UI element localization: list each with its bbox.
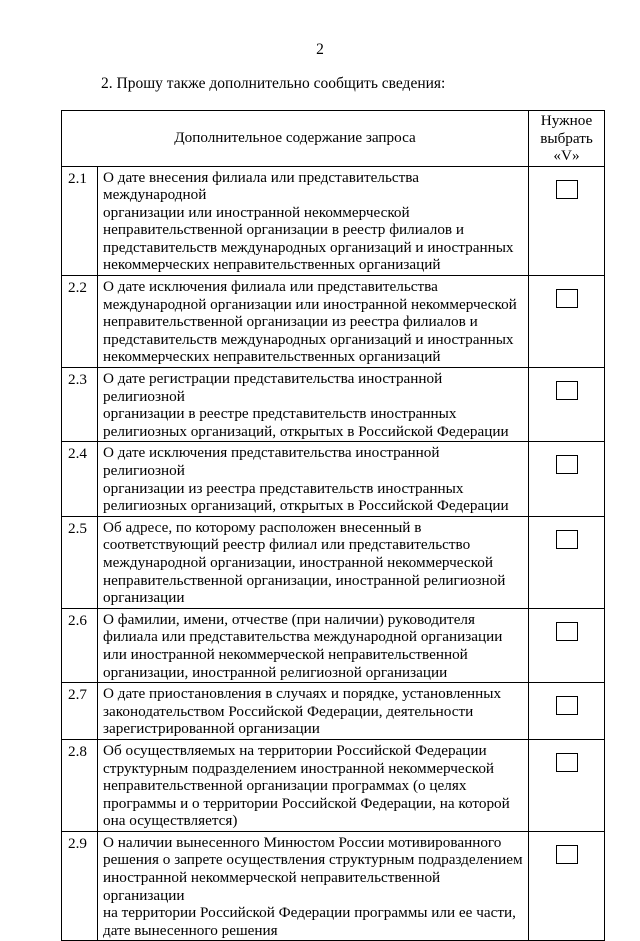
row-description-line: неправительственной организации в реестр филиалов и <box>103 221 465 239</box>
page-number: 2 <box>316 41 324 58</box>
row-description-line: филиала или представительства международной организации <box>103 628 503 646</box>
row-description-line: религиозных организаций, открытых в Российской Федерации <box>103 497 509 515</box>
choose-cell <box>529 276 605 368</box>
row-description-line: программы и о территории Российской Федерации, на которой <box>103 794 510 812</box>
row-description-line: О наличии вынесенного Минюстом России мотивированного <box>103 833 502 851</box>
row-number: 2.9 <box>62 831 98 941</box>
row-description-line: международной организации или иностранной некоммерческой <box>103 295 517 313</box>
row-description-line: зарегистрированной организации <box>103 720 320 738</box>
choose-checkbox[interactable] <box>556 696 578 715</box>
row-description-line: дате вынесенного решения <box>103 921 278 939</box>
row-description-line: она осуществляется) <box>103 812 238 830</box>
choose-cell <box>529 683 605 740</box>
row-description-line: О фамилии, имени, отчестве (при наличии) руководителя <box>103 610 475 628</box>
row-description-line: О дате внесения филиала или представительства международной <box>103 168 420 204</box>
table-row <box>62 739 605 831</box>
table-row <box>62 516 605 608</box>
row-description-line: О дате регистрации представительства иностранной религиозной <box>103 370 443 405</box>
choose-cell <box>529 368 605 442</box>
row-description-line: иностранной некоммерческой неправительственной организации <box>103 869 441 904</box>
table-row <box>62 683 605 740</box>
row-description-line: религиозных организаций, открытых в Российской Федерации <box>103 422 509 440</box>
row-description <box>98 831 529 941</box>
row-description-line: О дате исключения филиала или представительства <box>103 278 438 296</box>
table-header-row <box>62 111 605 167</box>
row-description <box>98 516 529 608</box>
row-description-line: организации <box>103 589 185 607</box>
row-number: 2.1 <box>62 166 98 276</box>
intro-text: 2. Прошу также дополнительно сообщить сведения: <box>101 75 446 92</box>
row-description-line: законодательством Российской Федерации, деятельности <box>103 702 474 720</box>
row-description-line: представительств международных организаций и иностранных <box>103 330 514 348</box>
choose-checkbox[interactable] <box>556 381 578 400</box>
row-description <box>98 276 529 368</box>
table-row <box>62 368 605 442</box>
choose-cell <box>529 442 605 516</box>
table-row <box>62 608 605 682</box>
request-table <box>61 110 605 941</box>
row-description-line: структурным подразделением иностранной некоммерческой <box>103 759 495 777</box>
choose-checkbox[interactable] <box>556 622 578 641</box>
choose-checkbox[interactable] <box>556 180 578 199</box>
choose-checkbox[interactable] <box>556 753 578 772</box>
row-description-line: Об адресе, по которому расположен внесенный в <box>103 518 422 536</box>
row-description-line: организации или иностранной некоммерческой <box>103 203 410 221</box>
row-description-line: организации в реестре представительств иностранных <box>103 405 457 423</box>
row-description-line: О дате исключения представительства иностранной религиозной <box>103 444 440 479</box>
row-description-line: или иностранной некоммерческой неправительственной <box>103 645 468 663</box>
row-number: 2.2 <box>62 276 98 368</box>
row-description <box>98 683 529 740</box>
row-description-line: соответствующий реестр филиал или представительство <box>103 536 471 554</box>
row-description-line: некоммерческих неправительственных организаций <box>103 348 441 366</box>
choose-cell <box>529 166 605 276</box>
row-description <box>98 442 529 516</box>
row-description <box>98 368 529 442</box>
row-description-line: решения о запрете осуществления структурным подразделением <box>103 851 523 869</box>
row-description-line: организации из реестра представительств иностранных <box>103 479 464 497</box>
row-number: 2.6 <box>62 608 98 682</box>
header-choose-line: выбрать <box>540 129 593 147</box>
choose-cell <box>529 608 605 682</box>
header-choose <box>529 111 605 167</box>
choose-cell <box>529 516 605 608</box>
row-number: 2.3 <box>62 368 98 442</box>
choose-checkbox[interactable] <box>556 530 578 549</box>
table-row <box>62 166 605 276</box>
row-number: 2.5 <box>62 516 98 608</box>
header-choose-line: «V» <box>553 147 580 164</box>
table-row <box>62 276 605 368</box>
row-description-line: представительств международных организаций и иностранных <box>103 238 514 256</box>
row-description-line: на территории Российской Федерации программы или ее части, <box>103 904 516 922</box>
table-row <box>62 442 605 516</box>
header-choose-line: Нужное <box>540 112 593 129</box>
row-description-line: некоммерческих неправительственных организаций <box>103 256 441 274</box>
row-description-line: неправительственной организации из реестра филиалов и <box>103 313 478 331</box>
row-number: 2.8 <box>62 739 98 831</box>
row-description <box>98 739 529 831</box>
choose-cell <box>529 831 605 941</box>
row-description-line: неправительственной организации программах (о целях <box>103 777 467 795</box>
choose-checkbox[interactable] <box>556 455 578 474</box>
row-description <box>98 608 529 682</box>
row-number: 2.4 <box>62 442 98 516</box>
choose-cell <box>529 739 605 831</box>
row-description-line: международной организации, иностранной некоммерческой <box>103 553 493 571</box>
row-description-line: организации, иностранной религиозной организации <box>103 663 448 681</box>
row-description-line: Об осуществляемых на территории Российской Федерации <box>103 741 487 759</box>
table-row <box>62 831 605 941</box>
row-description-line: неправительственной организации, иностранной религиозной <box>103 571 506 589</box>
header-content: Дополнительное содержание запроса <box>62 111 529 167</box>
row-description <box>98 166 529 276</box>
choose-checkbox[interactable] <box>556 845 578 864</box>
row-description-line: О дате приостановления в случаях и порядке, установленных <box>103 685 502 703</box>
choose-checkbox[interactable] <box>556 289 578 308</box>
row-number: 2.7 <box>62 683 98 740</box>
